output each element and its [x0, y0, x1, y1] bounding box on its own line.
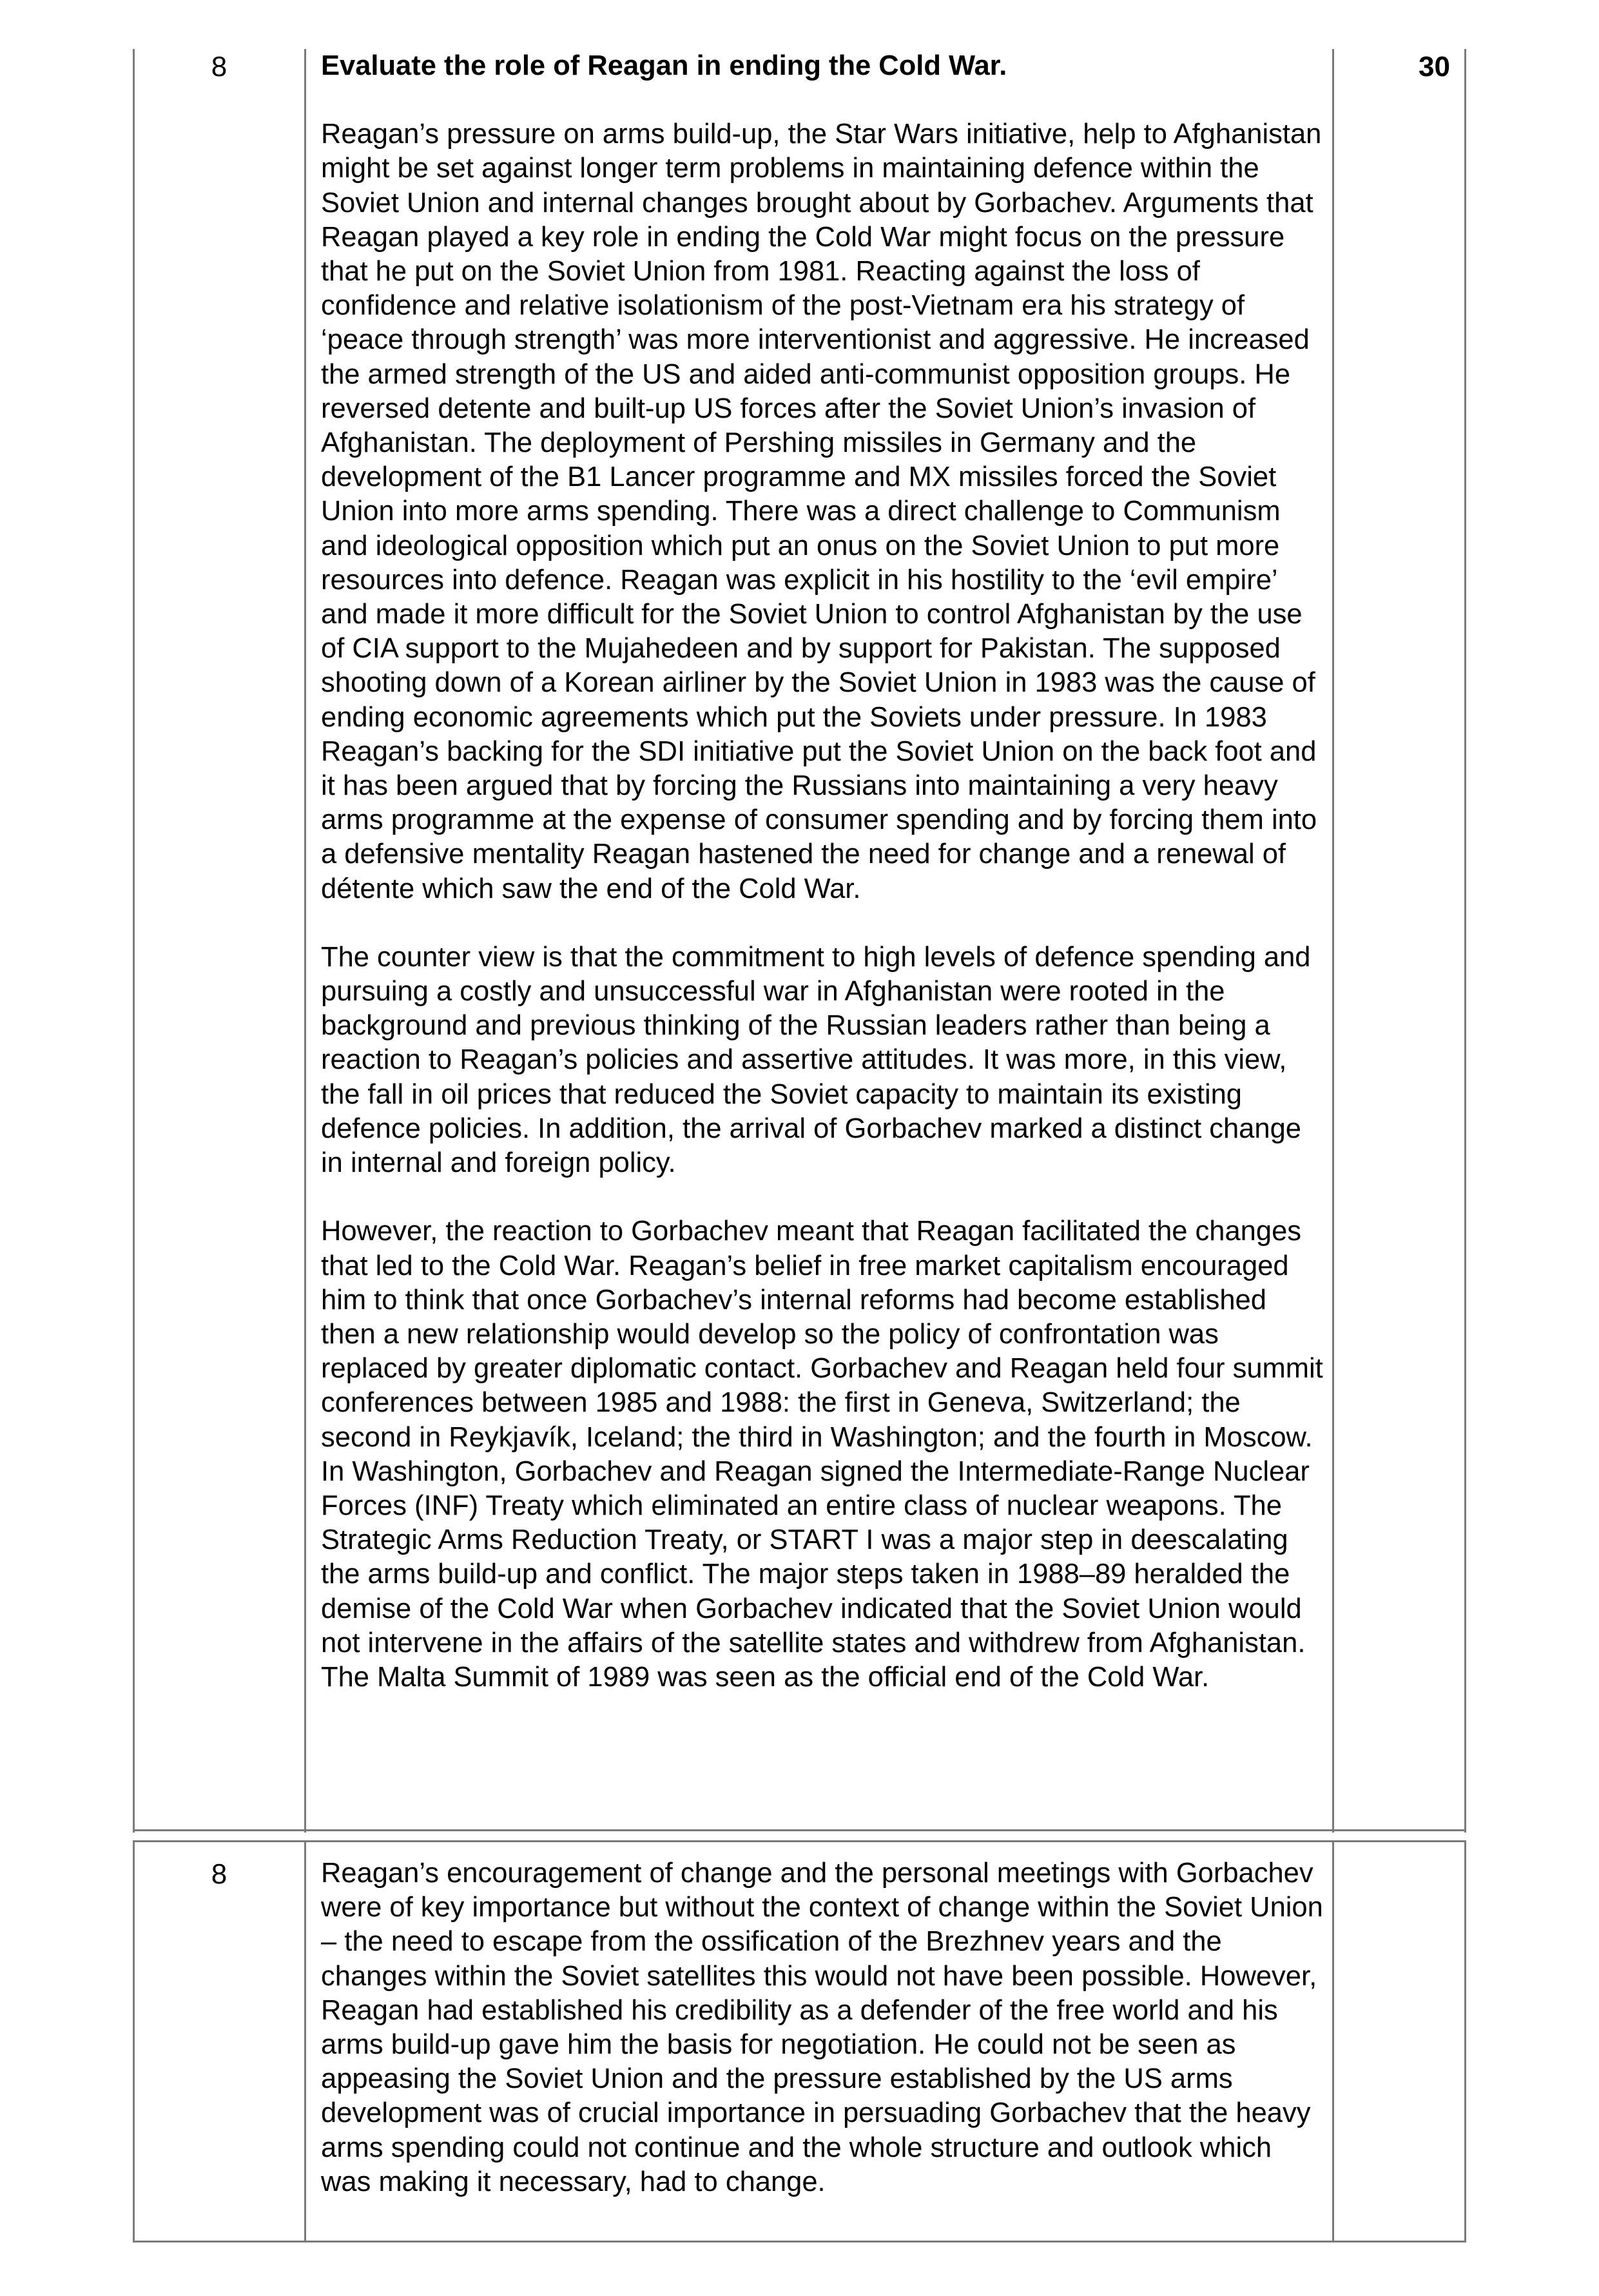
table-border-right: [1464, 49, 1466, 1833]
question-title: Evaluate the role of Reagan in ending the Cold War.: [321, 50, 1007, 81]
question-number: 8: [211, 1858, 228, 1890]
table2-border-question-col: [304, 1840, 306, 2242]
answer-paragraph: Reagan’s encouragement of change and the personal meetings with Gorbachev were of key importance but without the context of change within the Soviet Union – the need to escape from the ossification of the Brezhnev years and the changes within the Soviet satellites this would not have been possible. However, Reagan had established his credibility as a defender of the free world and his arms build-up gave him the basis for negotiation. He could not be seen as appeasing the Soviet Union and the pressure established by the US arms development was of crucial importance in persuading Gorbachev that the heavy arms spending could not continue and the whole structure and outlook which was making it necessary, had to change.: [321, 1858, 1323, 2197]
table-border-left: [133, 49, 135, 1833]
row-separator-top: [133, 1829, 1466, 1831]
answer-paragraph: However, the reaction to Gorbachev meant that Reagan facilitated the changes that led to the Cold War. Reagan’s belief in free market capitalism encouraged him to think that once Gorbachev’s internal reforms had become established then a new relationship would develop so the policy of confrontation was replaced by greater diplomatic contact. Gorbachev and Reagan held four summit conferences between 1985 and 1988: the first in Geneva, Switzerland; the second in Reykjavík, Iceland; the third in Washington; and the fourth in Moscow. In Washington, Gorbachev and Reagan signed the Intermediate-Range Nuclear Forces (INF) Treaty which eliminated an entire class of nuclear weapons. The Strategic Arms Reduction Treaty, or START I was a major step in deescalating the arms build-up and conflict. The major steps taken in 1988–89 heralded the demise of the Cold War when Gorbachev indicated that the Soviet Union would not intervene in the affairs of the satellite states and withdrew from Afghanistan. The Malta Summit of 1989 was seen as the official end of the Cold War.: [321, 1216, 1323, 1693]
table2-border-left: [133, 1840, 135, 2242]
table2-border-right: [1464, 1840, 1466, 2242]
answer-text-section-2: [321, 1856, 1326, 2199]
answer-text-section-1: [321, 49, 1326, 1695]
table-border-answer-col: [1332, 49, 1334, 1833]
answer-paragraph: The counter view is that the commitment to high levels of defence spending and pursuing a costly and unsuccessful war in Afghanistan were rooted in the background and previous thinking of the Russian leaders rather than being a reaction to Reagan’s policies and assertive attitudes. It was more, in this view, the fall in oil prices that reduced the Soviet capacity to maintain its existing defence policies. In addition, the arrival of Gorbachev marked a distinct change in internal and foreign policy.: [321, 941, 1311, 1179]
table-bottom-border: [133, 2241, 1466, 2242]
question-number: 8: [211, 51, 228, 83]
answer-paragraph: Reagan’s pressure on arms build-up, the Star Wars initiative, help to Afghanistan might be set against longer term problems in maintaining defence within the Soviet Union and internal changes brought about by Gorbachev. Arguments that Reagan played a key role in ending the Cold War might focus on the pressure that he put on the Soviet Union from 1981. Reacting against the loss of confidence and relative isolationism of the post-Vietnam era his strategy of ‘peace through strength’ was more interventionist and aggressive. He increased the armed strength of the US and aided anti-communist opposition groups. He reversed detente and built-up US forces after the Soviet Union’s invasion of Afghanistan. The deployment of Pershing missiles in Germany and the development of the B1 Lancer programme and MX missiles forced the Soviet Union into more arms spending. There was a direct challenge to Communism and ideological opposition which put an onus on the Soviet Union to put more resources into defence. Reagan was explicit in his hostility to the ‘evil empire’ and made it more difficult for the Soviet Union to control Afghanistan by the use of CIA support to the Mujahedeen and by support for Pakistan. The supposed shooting down of a Korean airliner by the Soviet Union in 1983 was the cause of ending economic agreements which put the Soviets under pressure. In 1983 Reagan’s backing for the SDI initiative put the Soviet Union on the back foot and it has been argued that by forcing the Russians into maintaining a very heavy arms programme at the expense of consumer spending and by forcing them into a defensive mentality Reagan hastened the need for change and a renewal of détente which saw the end of the Cold War.: [321, 119, 1322, 904]
table-border-question-col: [304, 49, 306, 1833]
marks-value: 30: [1419, 51, 1450, 83]
table2-border-answer-col: [1332, 1840, 1334, 2242]
row-separator-bottom: [133, 1840, 1466, 1842]
